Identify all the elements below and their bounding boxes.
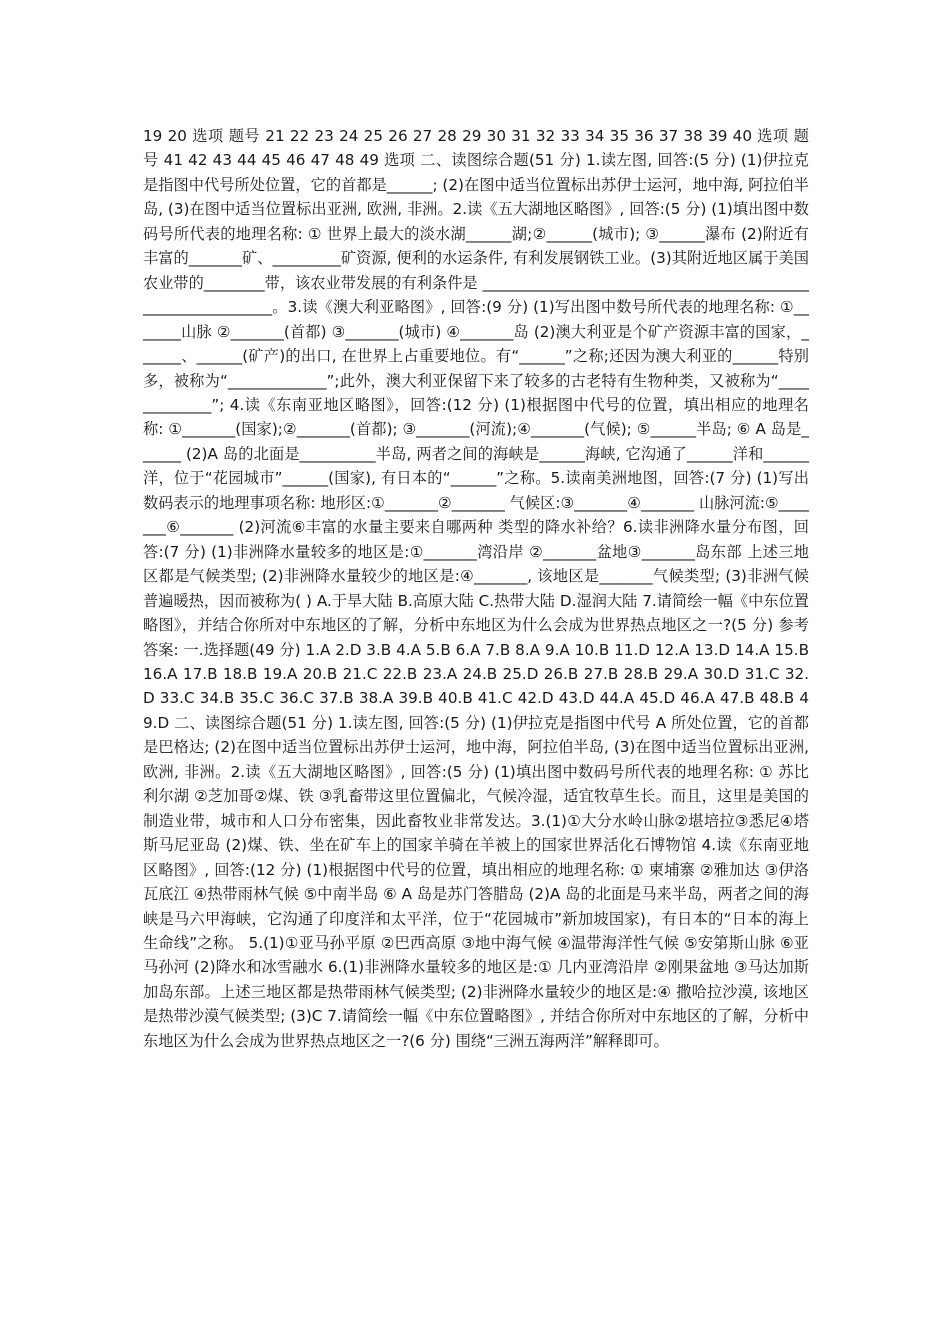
document-body-text: 19 20 选项 题号 21 22 23 24 25 26 27 28 29 30 31 32 33 34 35 36 37 38 39 40 选项 题号 41 42 43 44 45 46 47 48 49 选项 二、读图综合题(51 分) 1.读左图, 回答:(5 分) (1)伊拉克是指图中代号所处位置，它的首都是______; (2)在图中适当位置标出苏伊士运河，地中海, 阿拉伯半岛, (3)在图中适当位置标出亚洲, 欧洲, 非洲。2.读《五大湖地区略图》, 回答:(5 分) (1)填出图中数码号所代表的地理名称: ① 世界上最大的淡水湖______湖;②______(城市); ③______瀑布 (2)附近有丰富的_______矿、_________矿资源, 便利的水运条件, 有利发展钢铁工业。(3)其附近地区属于美国农业带的________带，该农业带发展的有利条件是 ____________________________________________________________。3.读《澳大利亚略图》, 回答:(9 分) (1)写出图中数号所代表的地理名称: ①_______山脉 ②_______(首都) ③_______(城市) ④_______岛 (2)澳大利亚是个矿产资源丰富的国家，______、______(矿产)的出口, 在世界上占重要地位。有“______”之称;还因为澳大利亚的______特别多，被称为“_____________”;此外，澳大利亚保留下来了较多的古老特有生物种类，又被称为“_____________”; 4.读《东南亚地区略图》，回答:(12 分) (1)根据图中代号的位置，填出相应的地理名称: ①_______(国家);②_______(首都); ③_______(河流);④_______(气候); ⑤______半岛; ⑥ A 岛是______ (2)A 岛的北面是__________半岛, 两者之间的海峡是______海峡, 它沟通了______洋和______洋，位于“花园城市”______(国家), 有日本的“______”之称。5.读南美洲地图，回答:(7 分) (1)写出数码表示的地理事项名称: 地形区:①_______②_______ 气候区:③_______④_______ 山脉河流:⑤_______⑥_______ (2)河流⑥丰富的水量主要来自哪两种 类型的降水补给？6.读非洲降水量分布图，回答:(7 分) (1)非洲降水量较多的地区是:①_______湾沿岸 ②_______盆地③_______岛东部 上述三地区都是气候类型; (2)非洲降水量较少的地区是:④_______, 该地区是_______气候类型; (3)非洲气候普遍暖热，因而被称为( ) A.于旱大陆 B.高原大陆 C.热带大陆 D.湿润大陆 7.请简绘一幅《中东位置略图》，并结合你所对中东地区的了解，分析中东地区为什么会成为世界热点地区之一?(5 分) 参考答案: 一.选择题(49 分) 1.A 2.D 3.B 4.A 5.B 6.A 7.B 8.A 9.A 10.B 11.D 12.A 13.D 14.A 15.B 16.A 17.B 18.B 19.A 20.B 21.C 22.B 23.A 24.B 25.D 26.B 27.B 28.B 29.A 30.D 31.C 32.D 33.C 34.B 35.C 36.C 37.B 38.A 39.B 40.B 41.C 42.D 43.D 44.A 45.D 46.A 47.B 48.B 49.D 二、读图综合题(51 分) 1.读左图, 回答:(5 分) (1)伊拉克是指图中代号 A 所处位置，它的首都是巴格达; (2)在图中适当位置标出苏伊士运河，地中海，阿拉伯半岛, (3)在图中适当位置标出亚洲, 欧洲, 非洲。2.读《五大湖地区略图》, 回答:(5 分) (1)填出图中数码号所代表的地理名称: ① 苏比利尔湖 ②芝加哥②煤、铁 ③乳畜带这里位置偏北，气候冷湿，适宜牧草生长。而且，这里是美国的制造业带，城市和人口分布密集，因此畜牧业非常发达。3.(1)①大分水岭山脉②堪培拉③悉尼④塔斯马尼亚岛 (2)煤、铁、坐在矿车上的国家羊骑在羊被上的国家世界活化石博物馆 4.读《东南亚地区略图》, 回答:(12 分) (1)根据图中代号的位置，填出相应的地理名称: ① 柬埔寨 ②雅加达 ③伊洛瓦底江 ④热带雨林气候 ⑤中南半岛 ⑥ A 岛是苏门答腊岛 (2)A 岛的北面是马来半岛，两者之间的海峡是马六甲海峡，它沟通了印度洋和太平洋，位于“花园城市”新加坡国家)，有日本的“日本的海上生命线”之称。 5.(1)①亚马孙平原 ②巴西高原 ③地中海气候 ④温带海洋性气候 ⑤安第斯山脉 ⑥亚马孙河 (2)降水和冰雪融水 6.(1)非洲降水量较多的地区是:① 几内亚湾沿岸 ②刚果盆地 ③马达加斯加岛东部。上述三地区都是热带雨林气候类型; (2)非洲降水量较少的地区是:④ 撒哈拉沙漠, 该地区是热带沙漠气候类型; (3)C 7.请简绘一幅《中东位置略图》, 并结合你所对中东地区的了解，分析中东地区为什么会成为世界热点地区之一?(6 分) 围绕“三洲五海两洋”解释即可。 xyxy=(143,127,814,1050)
